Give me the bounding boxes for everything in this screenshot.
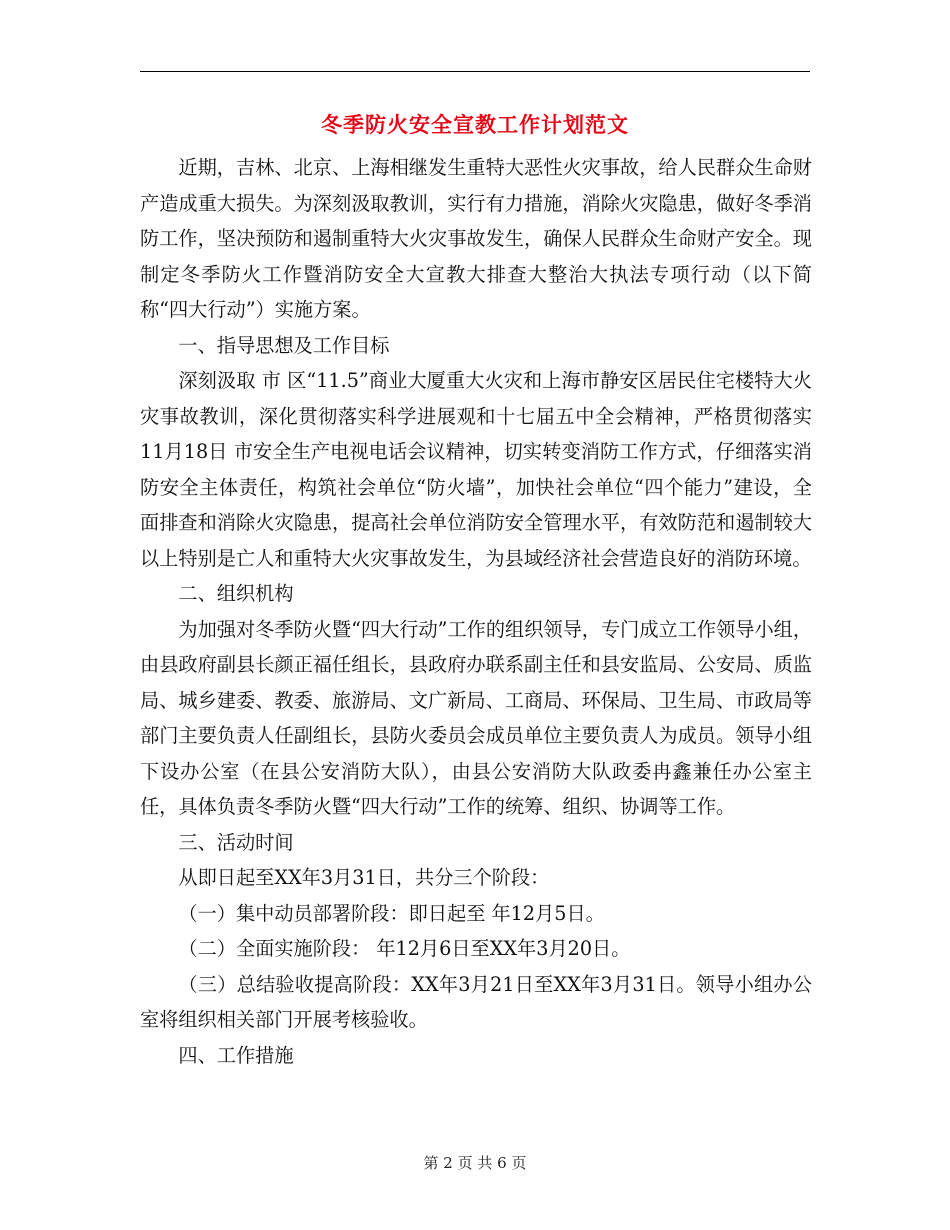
section-2-paragraph: 为加强对冬季防火暨“四大行动”工作的组织领导，专门成立工作领导小组，由县政府副县长颜正福任组长，县政府办联系副主任和县安监局、公安局、质监局、城乡建委、教委、旅游局、文广新局、工商局、环保局、卫生局、市政局等部门主要负责人任副组长，县防火委员会成员单位主要负责人为成员。领导小组下设办公室（在县公安消防大队），由县公安消防大队政委冉鑫兼任办公室主任，具体负责冬季防火暨“四大行动”工作的统筹、组织、协调等工作。 — [140, 617, 813, 818]
document-body — [140, 150, 812, 1073]
intro-paragraph: 近期，吉林、北京、上海相继发生重特大恶性火灾事故，给人民群众生命财产造成重大损失。为深刻汲取教训，实行有力措施，消除火灾隐患，做好冬季消防工作，坚决预防和遏制重特大火灾事故发生，确保人民群众生命财产安全。现制定冬季防火工作暨消防安全大宣教大排查大整治大执法专项行动（以下简称“四大行动”）实施方案。 — [140, 156, 812, 321]
section-heading-1: 一、指导思想及工作目标 — [178, 333, 390, 357]
stage-3-item: （三）总结验收提高阶段：XX年3月21日至XX年3月31日。领导小组办公室将组织相关部门开展考核验收。 — [140, 972, 812, 1031]
section-1-paragraph: 深刻汲取 市 区“11.5”商业大厦重大火灾和上海市静安区居民住宅楼特大火灾事故教训，深化贯彻落实科学进展观和十七届五中全会精神，严格贯彻落实11月18日 市安全生产电视电话会议精神，切实转变消防工作方式，仔细落实消防安全主体责任，构筑社会单位“防火墙”，加快社会单位“四个能力”建设，全面排查和消除火灾隐患，提高社会单位消防安全管理水平，有效防范和遏制较大以上特别是亡人和重特大火灾事故发生，为县域经济社会营造良好的消防环境。 — [140, 369, 812, 570]
stage-1-item: （一）集中动员部署阶段：即日起至 年12月5日。 — [178, 901, 605, 925]
header-rule — [140, 71, 810, 72]
section-3-paragraph: 从即日起至XX年3月31日，共分三个阶段： — [178, 866, 550, 889]
section-heading-3: 三、活动时间 — [178, 830, 294, 854]
section-heading-2: 二、组织机构 — [178, 582, 294, 605]
document-title: 冬季防火安全宣教工作计划范文 — [321, 112, 629, 137]
section-heading-4: 四、工作措施 — [178, 1043, 294, 1067]
stage-2-item: （二）全面实施阶段： 年12月6日至XX年3月20日。 — [178, 937, 631, 960]
page-number: 第 2 页 共 6 页 — [423, 1154, 527, 1172]
